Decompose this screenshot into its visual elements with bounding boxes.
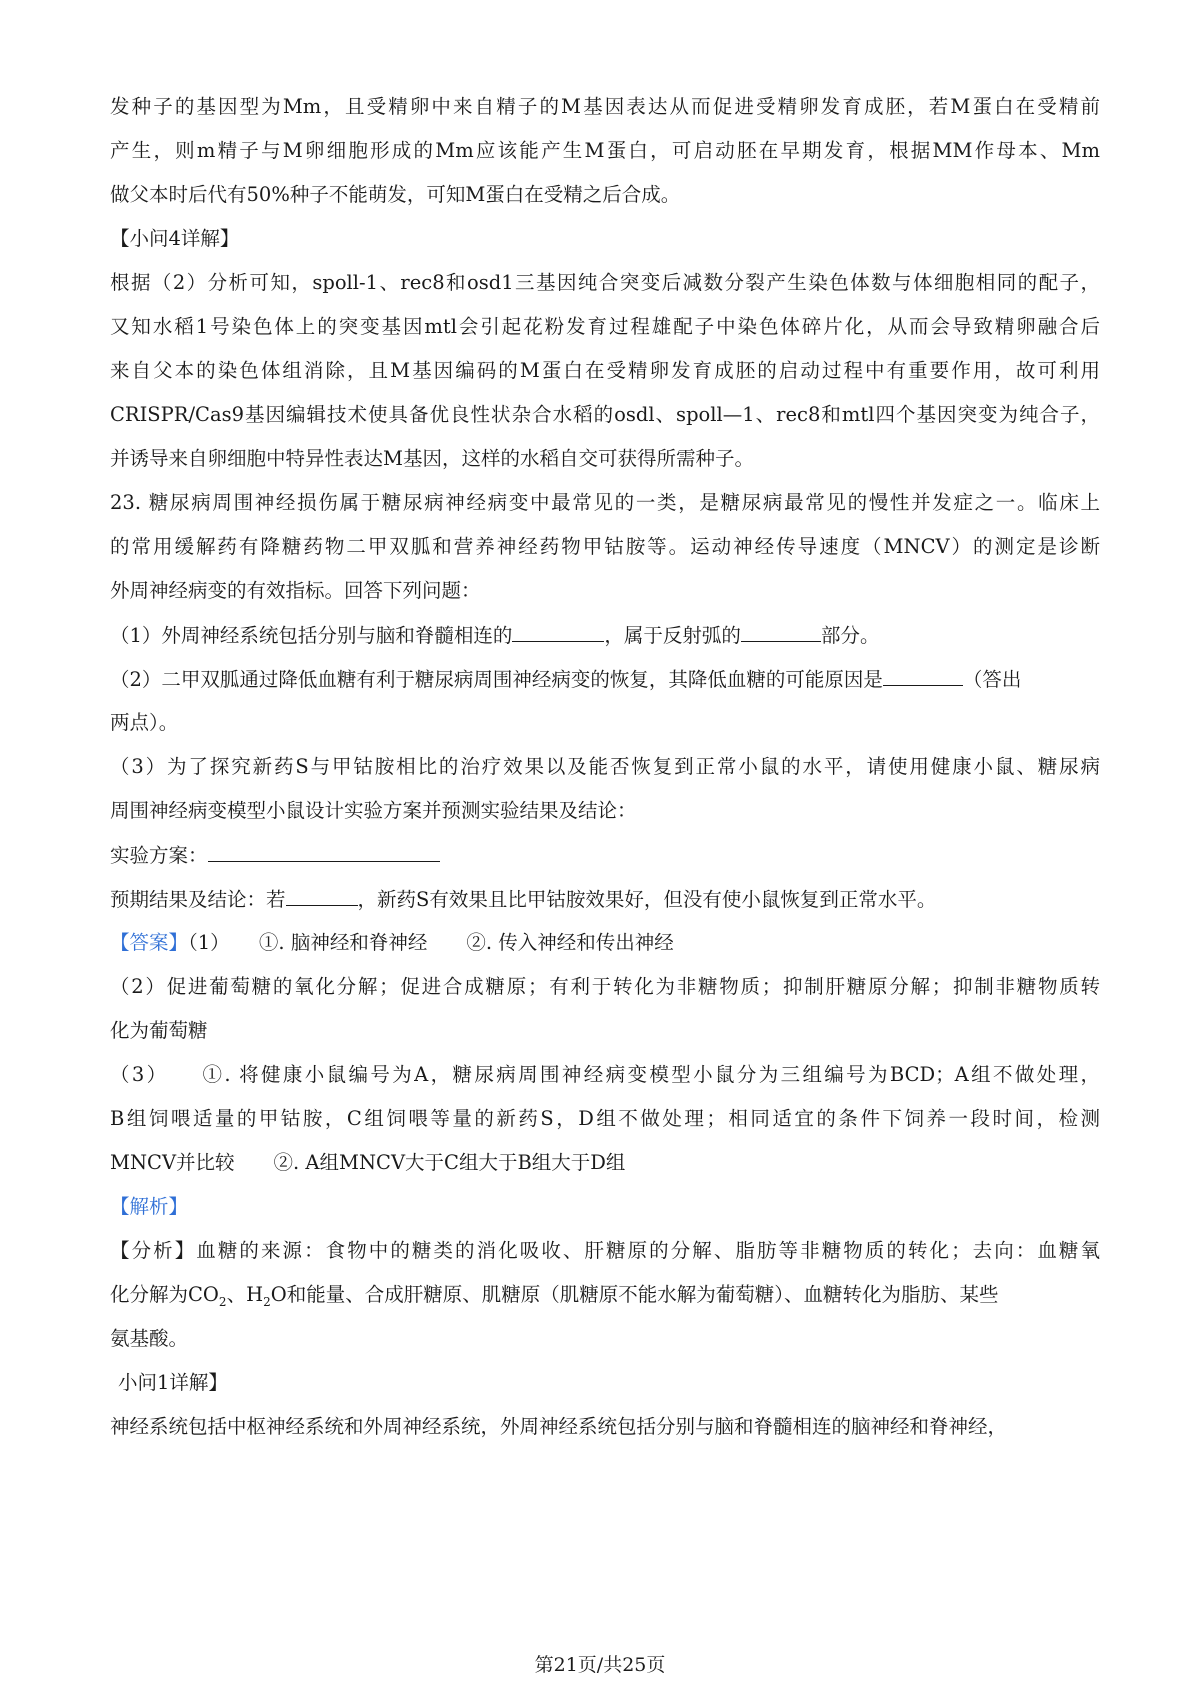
subscript: 2 — [218, 1294, 227, 1309]
question-text: 23. 糖尿病周围神经损伤属于糖尿病神经病变中最常见的一类，是糖尿病最常见的慢性并发症之一。临床上 — [110, 491, 1100, 514]
subquestion-2-text-b: （答出 — [962, 668, 1022, 691]
answer-text: 化为葡萄糖 — [110, 1019, 208, 1042]
analysis-text: 氨基酸。 — [110, 1327, 189, 1350]
text-line: CRISPR/Cas9基因编辑技术使具备优良性状杂合水稻的osdl、spoll—1、rec8和mtl四个基因突变为纯合子， — [110, 403, 1100, 426]
question-text: 的常用缓解药有降糖药物二甲双胍和营养神经药物甲钴胺等。运动神经传导速度（MNCV）的测定是诊断 — [110, 535, 1100, 558]
question-text: 外周神经病变的有效指标。回答下列问题： — [110, 579, 481, 602]
analysis-text: 【分析】血糖的来源：食物中的糖类的消化吸收、肝糖原的分解、脂肪等非糖物质的转化；去向：血糖氧 — [110, 1239, 1100, 1262]
section-heading: 小问1详解】 — [118, 1371, 228, 1394]
subquestion-1 — [110, 621, 1100, 650]
page-number: 第21页/共25页 — [534, 1654, 666, 1676]
section-heading: 【小问4详解】 — [110, 227, 240, 250]
subscript: 2 — [263, 1294, 271, 1309]
analysis-text — [110, 1281, 1100, 1309]
text-line: 又知水稻1号染色体上的突变基因mtl会引起花粉发育过程雄配子中染色体碎片化，从而会导致精卵融合后 — [110, 315, 1100, 338]
text-line: 发种子的基因型为Mm，且受精卵中来自精子的M基因表达从而促进受精卵发育成胚，若M蛋白在受精前 — [110, 95, 1100, 118]
analysis-text-part: O和能量、合成肝糖原、肌糖原（肌糖原不能水解为葡萄糖）、血糖转化为脂肪、某些 — [270, 1283, 999, 1306]
expected-result-label: 预期结果及结论：若 — [110, 888, 286, 911]
text-line: 两点）。 — [110, 711, 179, 734]
subquestion-2 — [110, 665, 1100, 694]
analysis-text-part: 化分解为CO — [110, 1283, 219, 1306]
answer-text: B组饲喂适量的甲钴胺，C组饲喂等量的新药S，D组不做处理；相同适宜的条件下饲养一段时间，检测 — [110, 1107, 1100, 1130]
subquestion-1-text-a: （1）外周神经系统包括分别与脑和脊髓相连的 — [110, 624, 513, 647]
answer-text: （2）促进葡萄糖的氧化分解；促进合成糖原；有利于转化为非糖物质；抑制肝糖原分解；抑制非糖物质转 — [110, 975, 1100, 998]
answer-label: 【答案】 — [110, 931, 189, 954]
text-line: 做父本时后代有50%种子不能萌发，可知M蛋白在受精之后合成。 — [110, 183, 681, 206]
answer-blank — [741, 621, 821, 642]
answer-blank — [512, 621, 604, 642]
expected-result — [110, 885, 1100, 914]
text-line: 并诱导来自卵细胞中特异性表达M基因，这样的水稻自交可获得所需种子。 — [110, 447, 754, 470]
text-line: 来自父本的染色体组消除，且M基因编码的M蛋白在受精卵发育成胚的启动过程中有重要作用，故可利用 — [110, 359, 1100, 382]
answer-text: MNCV并比较 ②. A组MNCV大于C组大于B组大于D组 — [110, 1151, 626, 1174]
answer-blank — [883, 665, 963, 686]
answer-line-1 — [110, 929, 1100, 957]
text-line: 神经系统包括中枢神经系统和外周神经系统，外周神经系统包括分别与脑和脊髓相连的脑神经和脊神经， — [110, 1415, 1008, 1438]
subquestion-1-text-b: ，属于反射弧的 — [604, 624, 741, 647]
text-line: 产生，则m精子与M卵细胞形成的Mm应该能产生M蛋白，可启动胚在早期发育，根据MM作母本、Mm — [110, 139, 1100, 162]
subquestion-1-text-c: 部分。 — [820, 624, 880, 647]
answer-text: （3） ①. 将健康小鼠编号为A，糖尿病周围神经病变模型小鼠分为三组编号为BCD；A组不做处理， — [110, 1063, 1100, 1086]
analysis-label: 【解析】 — [110, 1195, 189, 1218]
answer-blank — [286, 885, 358, 906]
answer-text: （1） ①. 脑神经和脊神经 ②. 传入神经和传出神经 — [188, 931, 674, 954]
text-line: 周围神经病变模型小鼠设计实验方案并预测实验结果及结论： — [110, 799, 637, 822]
analysis-text-part: 、H — [226, 1283, 264, 1306]
subquestion-2-text-a: （2）二甲双胍通过降低血糖有利于糖尿病周围神经病变的恢复，其降低血糖的可能原因是 — [110, 668, 883, 691]
experiment-plan-label: 实验方案： — [110, 844, 208, 867]
answer-blank — [208, 841, 440, 862]
text-line: 根据（2）分析可知，spoll-1、rec8和osd1三基因纯合突变后减数分裂产生染色体数与体细胞相同的配子， — [110, 271, 1100, 294]
expected-result-text: ，新药S有效果且比甲钴胺效果好，但没有使小鼠恢复到正常水平。 — [357, 888, 937, 911]
experiment-plan — [110, 841, 1100, 870]
subquestion-3: （3）为了探究新药S与甲钴胺相比的治疗效果以及能否恢复到正常小鼠的水平，请使用健康小鼠、糖尿病 — [110, 755, 1100, 778]
